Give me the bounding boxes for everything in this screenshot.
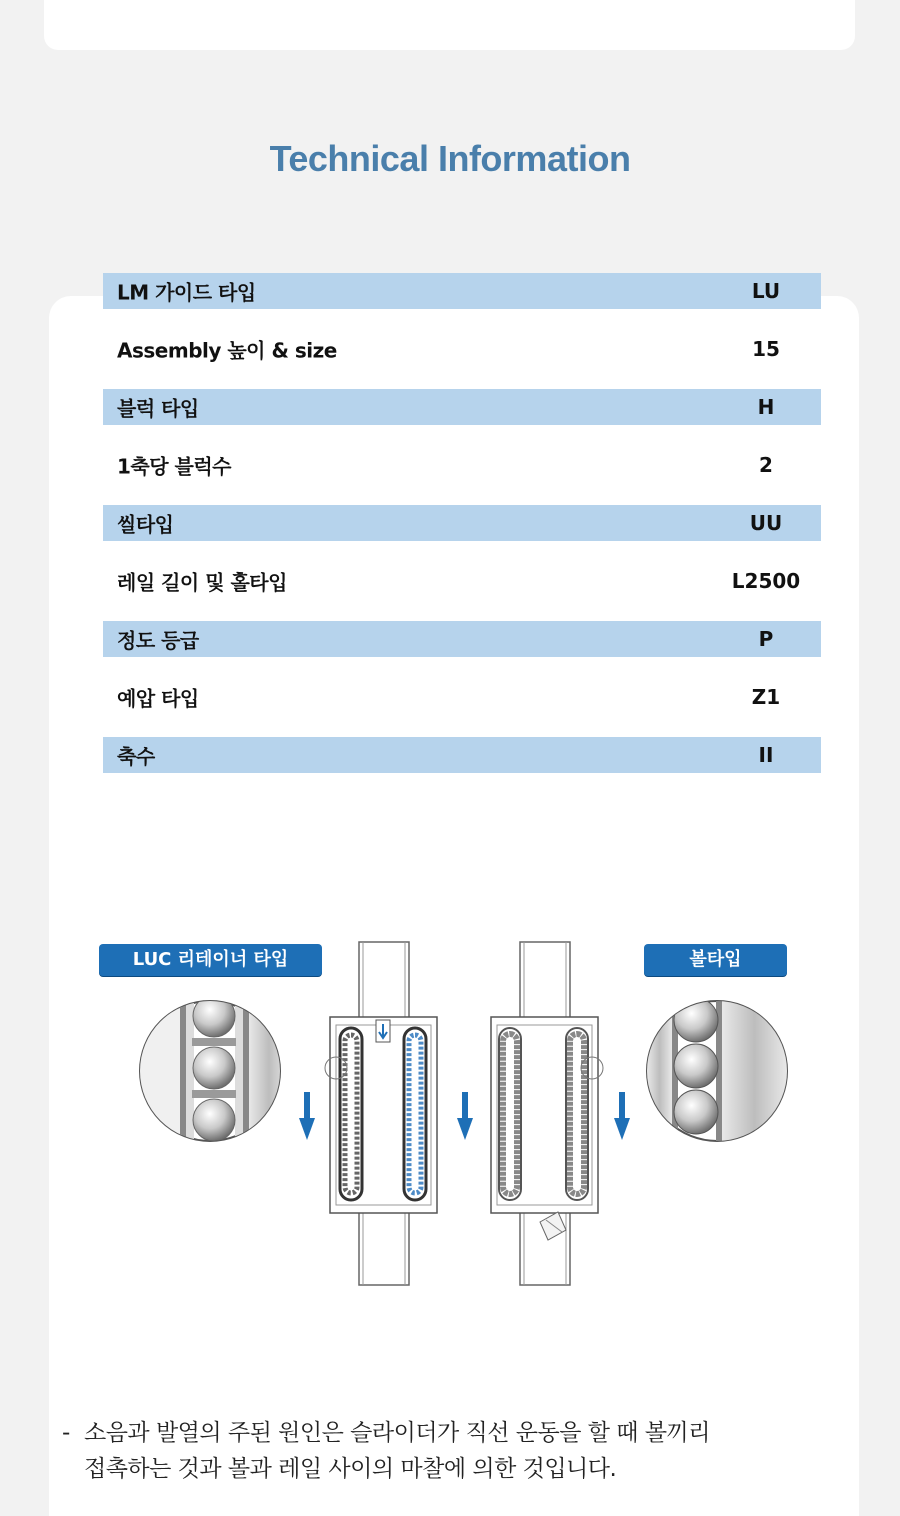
spec-label: LM 가이드 타입: [117, 280, 256, 305]
spec-value: H: [757, 395, 775, 419]
spec-label: 축수: [117, 744, 155, 769]
lm-guide-diagram: [100, 940, 800, 1290]
spec-row: [103, 541, 821, 621]
spec-value: Z1: [751, 685, 781, 709]
spec-value: 15: [752, 337, 780, 361]
ball-block-icon: [491, 942, 603, 1285]
spec-label: 씰타입: [117, 512, 174, 537]
top-card: [44, 0, 855, 50]
ball-closeup-icon: [647, 998, 787, 1142]
spec-label: Assembly 높이 & size: [117, 338, 337, 363]
footnote-dash: -: [62, 1420, 70, 1446]
spec-row: [103, 505, 821, 541]
spec-row: [103, 657, 821, 737]
spec-label: 1축당 블럭수: [117, 454, 231, 479]
spec-label: 정도 등급: [117, 628, 199, 653]
spec-value: P: [758, 627, 774, 651]
spec-value: L2500: [731, 569, 801, 593]
spec-label: 레일 길이 및 홀타입: [117, 570, 287, 595]
arrow-down-icon: [299, 1092, 315, 1140]
spec-value: LU: [751, 279, 781, 303]
arrow-down-icon: [614, 1092, 630, 1140]
spec-label: 예압 타입: [117, 686, 199, 711]
retainer-type-label: LUC 리테이너 타입: [99, 944, 322, 976]
footnote: [62, 1415, 852, 1487]
spec-row: [103, 425, 821, 505]
spec-value: UU: [749, 511, 783, 535]
spec-label: 블럭 타입: [117, 396, 199, 421]
footnote-line-1: 소음과 발열의 주된 원인은 슬라이더가 직선 운동을 할 때 볼끼리: [84, 1420, 710, 1446]
spec-row: [103, 389, 821, 425]
footnote-line-2: 접촉하는 것과 볼과 레일 사이의 마찰에 의한 것입니다.: [84, 1456, 617, 1482]
ball-type-label: 볼타입: [644, 944, 787, 976]
spec-value: II: [758, 743, 774, 767]
spec-row: [103, 273, 821, 309]
arrow-down-icon: [457, 1092, 473, 1140]
page-title: Technical Information: [269, 138, 631, 179]
spec-table: [103, 273, 821, 773]
retainer-closeup-icon: [140, 995, 289, 1142]
spec-row: [103, 621, 821, 657]
spec-value: 2: [759, 453, 773, 477]
spec-row: [103, 309, 821, 389]
retainer-block-icon: [325, 942, 437, 1285]
spec-row: [103, 737, 821, 773]
